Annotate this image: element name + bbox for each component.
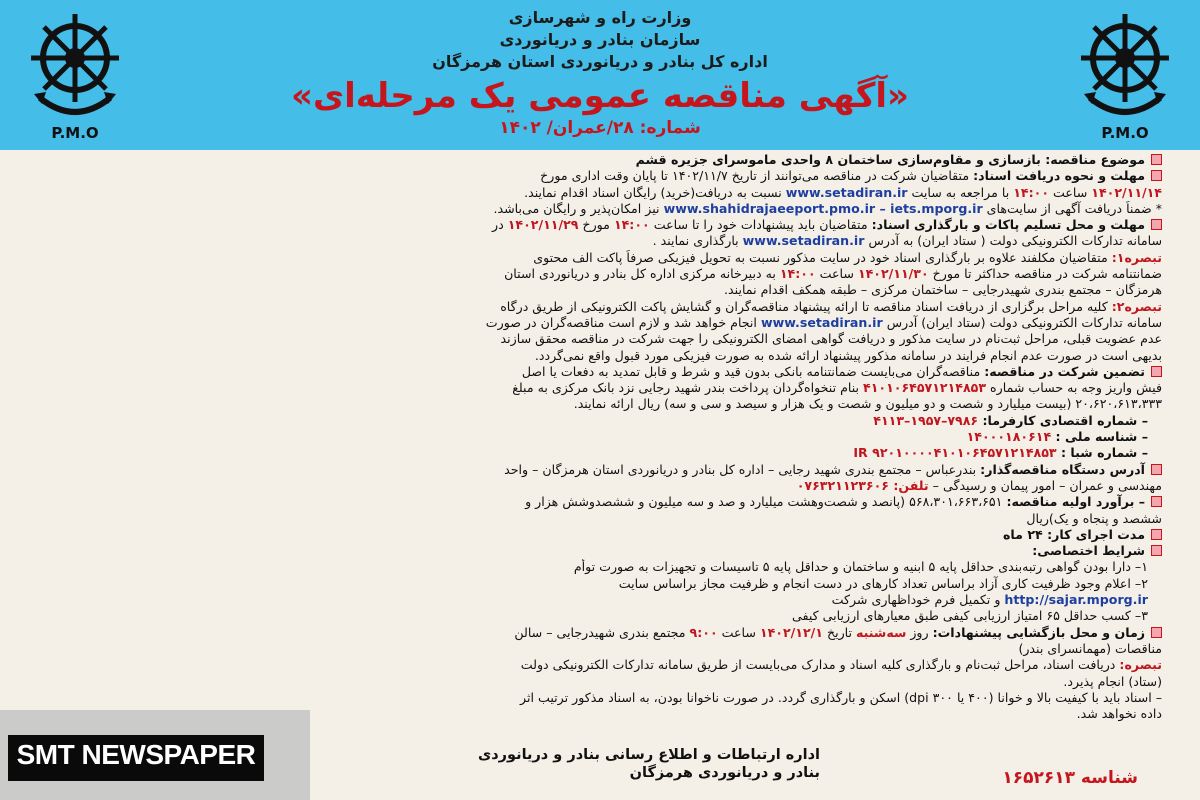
submission-deadline-cont: سامانه تدارکات الکترونیکی دولت ( ستاد ایران) به آدرس www.setadiran.ir بارگذاری نمایند .	[652, 233, 1162, 249]
bullet-icon	[1151, 366, 1162, 377]
estimate-cont: ششصد و پنجاه و یک)ریال	[1026, 510, 1162, 526]
tenderer-address-cont: مهندسی و عمران – امور پیمان و رسیدگی – تلفن: ۰۷۶۳۲۱۱۲۳۶۰۶	[796, 477, 1162, 493]
scan-quality-note: – اسناد باید با کیفیت بالا و خوانا (۴۰۰ یا ۳۰۰ dpi) اسکن و بارگذاری گردد. در صورت ناخوانا بودن، به اسناد مذکور ترتیب اثر	[520, 689, 1162, 705]
condition-2: ۲– اعلام وجود ظرفیت کاری آزاد براساس تعداد کارهای در دست انجام و ظرفیت مجاز براساس سایت	[618, 575, 1148, 591]
note-1-cont: ضمانتنامه شرکت در مناقصه حداکثر تا مورخ ۱۴۰۲/۱۱/۳۰ ساعت ۱۴:۰۰ به دبیرخانه مرکزی اداره کل بنادر و دریانوردی استان	[504, 266, 1162, 282]
department-name: اداره کل بنادر و دریانوردی استان هرمزگان	[432, 52, 768, 71]
condition-3: ۳– کسب حداقل ۶۵ امتیاز ارزیابی کیفی طبق معیارهای ارزیابی کیفی	[792, 608, 1148, 624]
anchor-emblem-icon	[20, 8, 130, 126]
submission-deadline: مهلت و محل تسلیم پاکات و بارگذاری اسناد: متقاضیان باید پیشنهادات خود را تا ساعت ۱۴:۰۰ مورخ ۱۴۰۲/۱۱/۲۹ در	[40, 217, 1162, 233]
footer-line-1: اداره ارتباطات و اطلاع رسانی بنادر و دریانوردی	[477, 747, 820, 763]
footer-signature	[260, 747, 820, 781]
bullet-icon	[1151, 627, 1162, 638]
header-banner	[0, 0, 1200, 150]
bullet-icon	[1151, 529, 1162, 540]
setadiran-link[interactable]: www.setadiran.ir	[760, 314, 883, 330]
tenderer-address: آدرس دستگاه مناقصه‌گذار: بندرعباس – مجتمع بندری شهید رجایی – اداره کل بنادر و دریانوردی استان هرمزگان – واحد	[40, 462, 1162, 478]
setadiran-link[interactable]: www.setadiran.ir	[742, 233, 865, 249]
final-note-cont: (ستاد) انجام پذیرد.	[1063, 673, 1162, 689]
note-2-cont: سامانه تدارکات الکترونیکی دولت (ستاد ایران) آدرس www.setadiran.ir انجام خواهد شد و لازم است مناقصه‌گران در صورت	[485, 314, 1162, 330]
document-deadline: مهلت و نحوه دریافت اسناد: متقاضیان شرکت در مناقصه می‌توانند از تاریخ ۱۴۰۲/۱۱/۷ تا پایان وقت اداری مورخ	[40, 168, 1162, 184]
document-deadline-cont: ۱۴۰۲/۱۱/۱۴ ساعت ۱۴:۰۰ با مراجعه به سایت www.setadiran.ir نسبت به دریافت(خرید) رایگان اسناد اقدام نمایند.	[524, 184, 1162, 200]
phone-number: تلفن: ۰۷۶۳۲۱۱۲۳۶۰۶	[796, 477, 929, 493]
logo-caption-right: P.M.O	[1101, 124, 1149, 142]
bullet-icon	[1151, 219, 1162, 230]
anchor-emblem-icon	[1070, 8, 1180, 126]
bullet-icon	[1151, 154, 1162, 165]
national-id: – شناسه ملی : ۱۴۰۰۰۱۸۰۶۱۴	[966, 429, 1148, 445]
condition-1: ۱– دارا بودن گواهی رتبه‌بندی حداقل پایه ۵ ابنیه و ساختمان و حداقل پایه ۵ تاسیسات و تجهیزات به صورت توأم	[573, 559, 1148, 575]
ministry-name: وزارت راه و شهرسازی	[508, 8, 692, 27]
logo-caption-left: P.M.O	[51, 124, 99, 142]
condition-2-cont: http://sajar.mporg.ir و تکمیل فرم خوداظهاری شرکت	[831, 592, 1148, 608]
special-conditions: شرایط اختصاصی:	[40, 543, 1162, 559]
bullet-icon	[1151, 496, 1162, 507]
alternate-sites: * ضمناً دریافت آگهی از سایت‌های www.shahidrajaeeport.pmo.ir – iets.mporg.ir نیز امکان‌پذیر و رایگان می‌باشد.	[493, 200, 1162, 216]
duration: مدت اجرای کار: ۲۴ ماه	[40, 527, 1162, 543]
setadiran-link[interactable]: www.setadiran.ir	[785, 184, 908, 200]
sajar-link[interactable]: http://sajar.mporg.ir	[1004, 592, 1148, 608]
announcement-title: «آگهی مناقصه عمومی یک مرحله‌ای»	[290, 76, 909, 116]
bullet-icon	[1151, 545, 1162, 556]
economic-code: – شماره اقتصادی کارفرما: ۷۹۸۶–۱۹۵۷–۴۱۱۳	[873, 412, 1148, 428]
note-2: تبصره۲: کلیه مراحل برگزاری از دریافت اسناد مناقصه تا ارائه پیشنهاد مناقصه‌گران و گشایش پاکت الکترونیکی از طریق درگاه	[500, 298, 1162, 314]
organization-name: سازمان بنادر و دریانوردی	[499, 30, 701, 49]
estimate: – برآورد اولیه مناقصه: ۵۶۸،۳۰۱،۶۶۳،۶۵۱ (پانصد و شصت‌وهشت میلیارد و صد و سه میلیون و ششصدوشش هزار و	[40, 494, 1162, 510]
announcement-id: شناسه ۱۶۵۲۶۱۳	[1002, 768, 1138, 788]
opening-time: زمان و محل بازگشایی پیشنهادات: روز سه‌شنبه تاریخ ۱۴۰۲/۱۲/۱ ساعت ۹:۰۰ مجتمع بندری شهیدرجایی – سالن	[40, 625, 1162, 641]
bullet-icon	[1151, 170, 1162, 181]
tender-body	[40, 152, 1162, 752]
guarantee: تضمین شرکت در مناقصه: مناقصه‌گران می‌بایست ضمانتنامه بانکی بدون قید و شرط و قابل تمدید به دفعات یا اصل	[40, 364, 1162, 380]
tender-subject: موضوع مناقصه: بازسازی و مقاوم‌سازی ساختمان ۸ واحدی ماموسرای جزیره قشم	[40, 152, 1162, 168]
port-sites-link[interactable]: www.shahidrajaeeport.pmo.ir – iets.mporg.ir	[663, 200, 983, 216]
guarantee-cont: فیش واریز وجه به حساب شماره ۴۱۰۱۰۶۴۵۷۱۲۱۴۸۵۳ بنام تنخواه‌گردان پرداخت بندر شهید رجایی نزد بانک مرکزی به مبلغ	[512, 380, 1162, 396]
guarantee-amount: ۲۰،۶۲۰،۶۱۳،۳۳۳ (بیست میلیارد و شصت و دو میلیون و شصت و یک هزار و سیصد و سی و سه) ریال ارائه نمایند.	[573, 396, 1162, 412]
scan-quality-note-cont: داده نخواهد شد.	[1076, 706, 1162, 722]
note-2-cont3: بدیهی است در صورت عدم انجام فرایند در سامانه مذکور پیشنهاد ارائه شده به صورت فیزیکی مورد قبول واقع نمی‌گردد.	[534, 347, 1162, 363]
note-1-cont2: هرمزگان – مجتمع بندری شهیدرجایی – ساختمان مرکزی – طبقه همکف اقدام نمایند.	[724, 282, 1162, 298]
announcement-number: شماره: ۲۸/عمران/ ۱۴۰۲	[499, 118, 701, 138]
note-2-cont2: عدم عضویت قبلی، مراحل ثبت‌نام در سایت مذکور و دریافت گواهی امضای الکترونیکی را جهت شرکت در مناقصه محقق سازند	[500, 331, 1162, 347]
brand-name: SMT NEWSPAPER	[16, 739, 256, 770]
footer-line-2: بنادر و دریانوردی هرمزگان	[629, 765, 820, 781]
final-note: تبصره: دریافت اسناد، مراحل ثبت‌نام و بارگذاری کلیه اسناد و مدارک می‌بایست از طریق سامانه تدارکات الکترونیکی دولت	[520, 657, 1162, 673]
bullet-icon	[1151, 464, 1162, 475]
opening-time-cont: مناقصات (مهمانسرای بندر)	[1018, 640, 1162, 656]
note-1: تبصره۱: متقاضیان مکلفند علاوه بر بارگذاری اسناد خود در سایت مذکور نسبت به تحویل فیزیکی صرفاً پاکت الف محتوی	[533, 249, 1162, 265]
sheba-number: – شماره شبا : IR ۹۲۰۱۰۰۰۰۴۱۰۱۰۶۴۵۷۱۲۱۴۸۵۳	[853, 445, 1148, 461]
